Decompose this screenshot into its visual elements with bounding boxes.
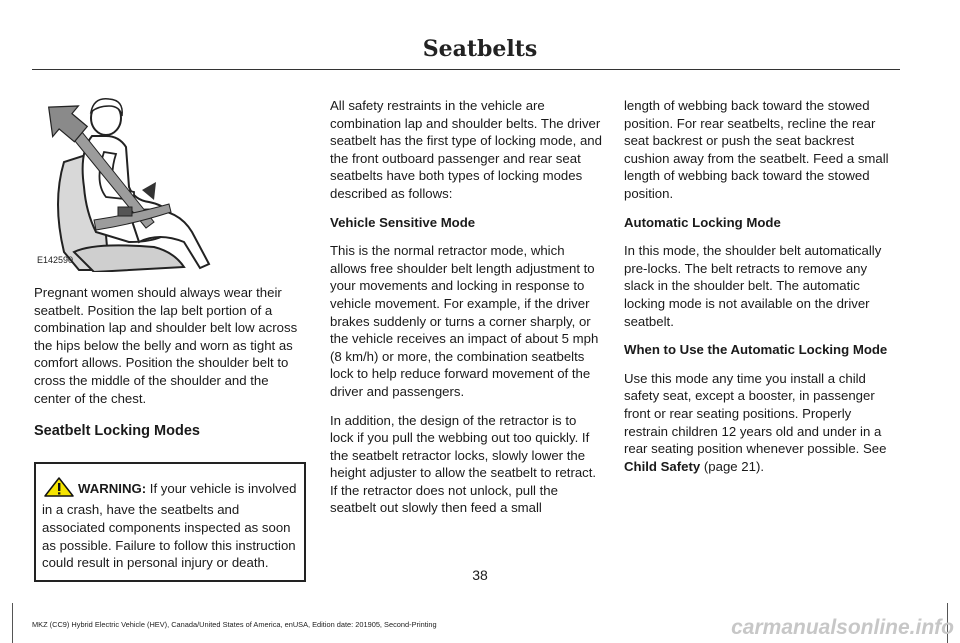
- pregnant-woman-seatbelt-illustration: [34, 92, 222, 272]
- child-safety-link[interactable]: Child Safety: [624, 458, 701, 474]
- column-1: [34, 92, 306, 582]
- retractor-lock-paragraph: In addition, the design of the retractor is to lock if you pull the webbing out too quickly. If the seatbelt retractor locks, slowly lower the height adjuster to allow the seatbelt to retract. If the retractor does not unlock, pull the seatbelt out slowly then feed a small: [330, 412, 597, 516]
- seatbelt-illustration-svg: [34, 92, 222, 272]
- footer-text: MKZ (CC9) Hybrid Electric Vehicle (HEV), Canada/United States of America, enUSA, Edition date: 201905, Second-Printing: [32, 620, 437, 629]
- warning-label: WARNING:: [78, 480, 147, 496]
- warning-box: [34, 462, 306, 582]
- when-to-use-paragraph: [624, 370, 896, 476]
- heading-when-to-use: When to Use the Automatic Locking Mode: [624, 342, 888, 358]
- warning-text: If your vehicle is involved in a crash, have the seatbelts and associated components inspected as soon as possible. Failure to follow this instruction could result in personal injury or death.: [42, 480, 297, 571]
- when-to-use-text-a: Use this mode any time you install a child safety seat, except a booster, in passenger front or rear seating positions. Properly restrain children 12 years old and under in a rear seating position whenever possible. See: [624, 370, 887, 457]
- pregnant-women-paragraph: Pregnant women should always wear their seatbelt. Position the lap belt portion of a combination lap and shoulder belt low across the hips below the belly and worn as tight as comfort allows. Position the shoulder belt to cross the middle of the shoulder and the center of the chest.: [34, 285, 298, 406]
- figure-label: E142590: [37, 255, 74, 266]
- section-heading-locking-modes: Seatbelt Locking Modes: [34, 423, 200, 440]
- webbing-paragraph: length of webbing back toward the stowed position. For rear seatbelts, recline the rear seat backrest or push the seat backrest cushion away from the seatbelt. Feed a small length of webbing back toward the stowed position.: [624, 98, 889, 201]
- crop-mark-left: [12, 603, 13, 643]
- vehicle-sensitive-paragraph: This is the normal retractor mode, which allows free shoulder belt length adjustment to your movements and locking in response to vehicle movement. For example, if the driver brakes suddenly or turns a corner sharply, or the vehicle receives an impact of about 5 mph (8 km/h) or more, the combination seatbelts lock to help reduce forward movement of the driver and passengers.: [330, 243, 599, 399]
- heading-automatic-locking-mode: Automatic Locking Mode: [624, 214, 781, 230]
- watermark: carmanualsonline.info: [731, 616, 954, 639]
- when-to-use-text-b: (page 21).: [700, 458, 764, 474]
- automatic-locking-paragraph: In this mode, the shoulder belt automatically pre-locks. The belt retracts to remove any slack in the shoulder belt. The automatic locking mode is not available on the driver seatbelt.: [624, 243, 882, 329]
- column-2: [330, 97, 602, 528]
- page-number: 38: [472, 567, 488, 583]
- heading-vehicle-sensitive-mode: Vehicle Sensitive Mode: [330, 214, 476, 230]
- page-title: Seatbelts: [422, 36, 538, 62]
- column-3: [624, 97, 896, 486]
- warning-triangle-icon: [44, 477, 74, 502]
- header-divider: [32, 69, 900, 70]
- safety-restraints-paragraph: All safety restraints in the vehicle are combination lap and shoulder belts. The driver seatbelt has the first type of locking mode, and the front outboard passenger and rear seat seatbelts have both types of locking modes described as follows:: [330, 98, 602, 201]
